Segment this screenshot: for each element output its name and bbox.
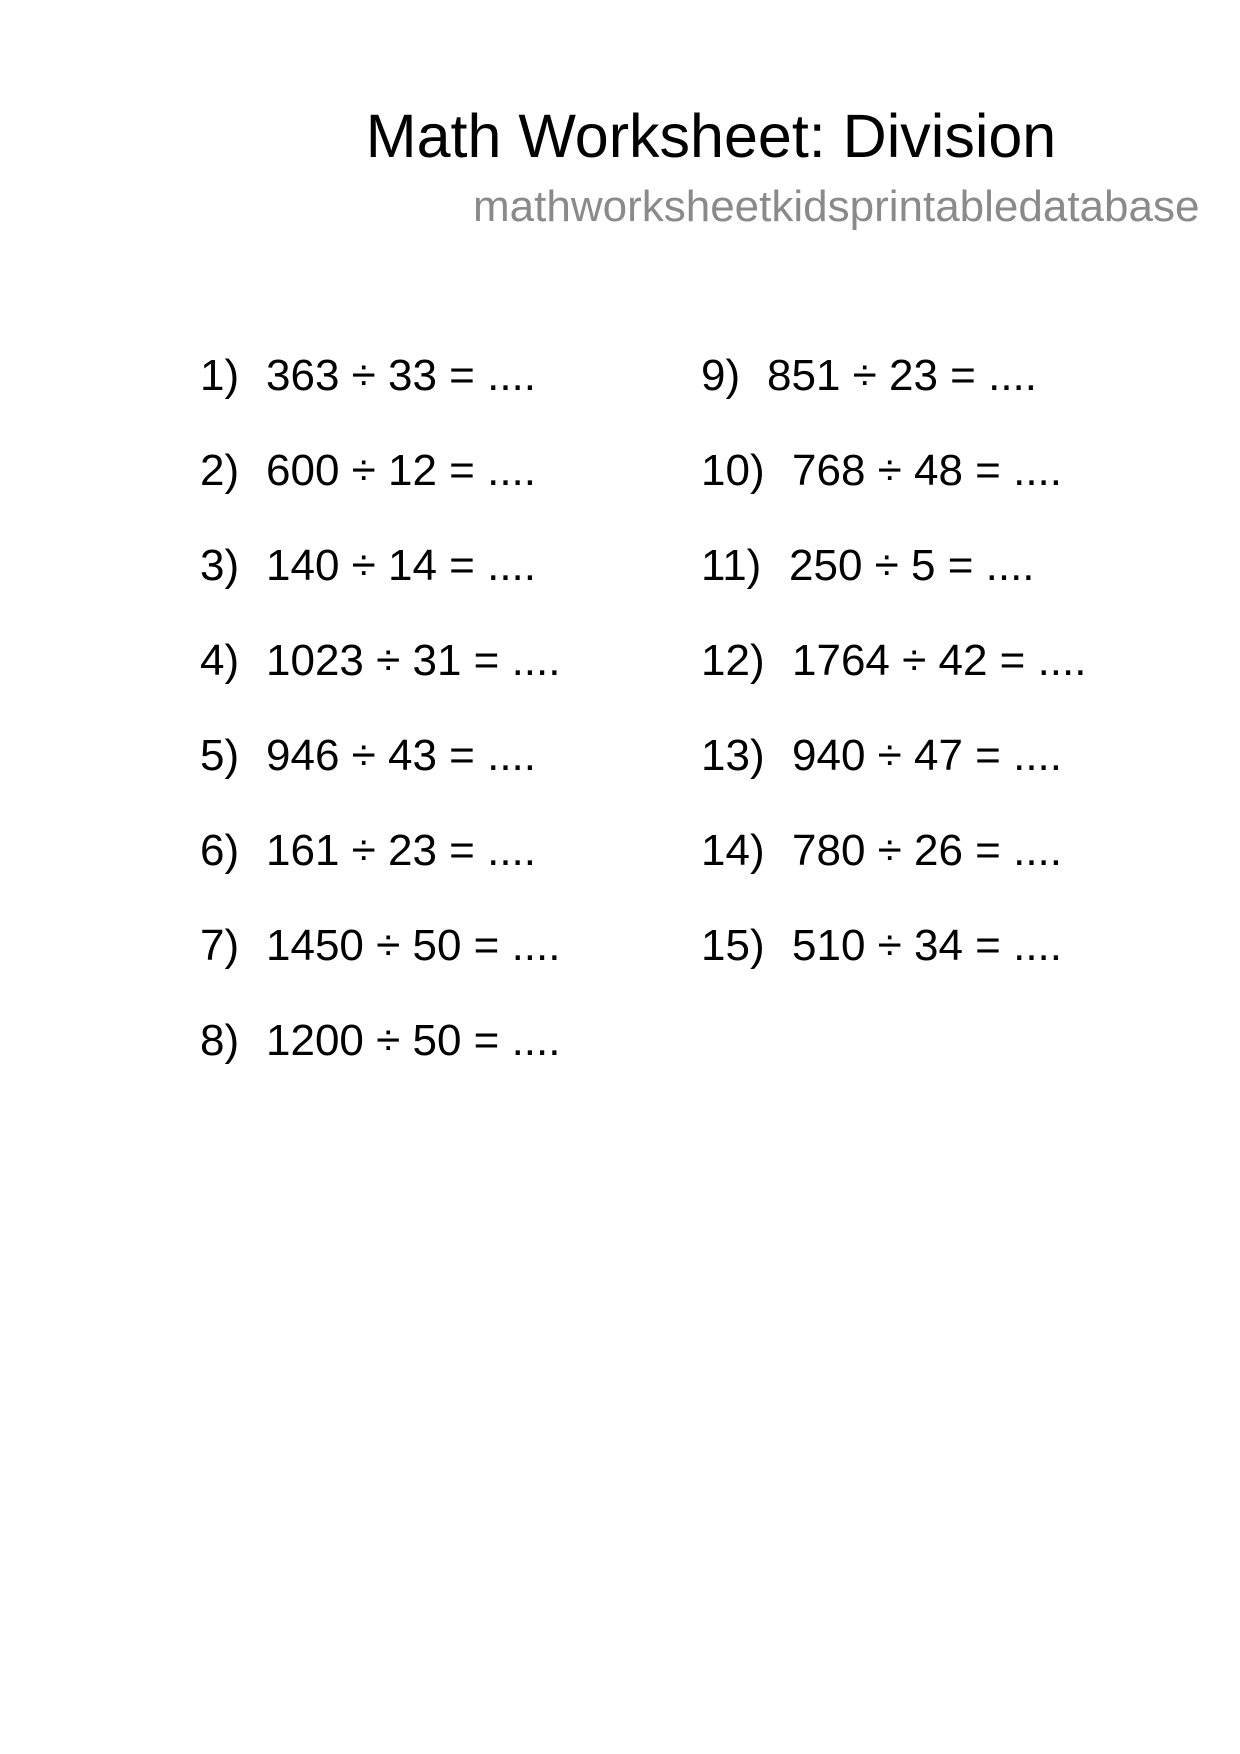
problem-number: 4) [200, 636, 240, 685]
problem-number: 2) [200, 446, 240, 495]
problem-item [701, 348, 1037, 404]
problem-expression: 1450 ÷ 50 = .... [266, 921, 561, 970]
problem-expression: 140 ÷ 14 = .... [266, 541, 536, 590]
problem-number: 7) [200, 921, 240, 970]
problem-expression: 1200 ÷ 50 = .... [266, 1016, 561, 1065]
problem-item [701, 918, 1062, 974]
problem-number: 1) [200, 351, 240, 400]
problem-expression: 946 ÷ 43 = .... [266, 731, 536, 780]
problem-number: 6) [200, 826, 240, 875]
problem-expression: 780 ÷ 26 = .... [792, 826, 1062, 875]
problem-item [200, 728, 536, 784]
problem-expression: 1023 ÷ 31 = .... [266, 636, 561, 685]
worksheet-subtitle: mathworksheetkidsprintabledatabase [473, 182, 1200, 231]
problem-number: 8) [200, 1016, 240, 1065]
problem-number: 11) [701, 541, 762, 590]
problem-expression: 250 ÷ 5 = .... [789, 541, 1035, 590]
problem-expression: 1764 ÷ 42 = .... [792, 636, 1087, 685]
problem-expression: 363 ÷ 33 = .... [266, 351, 536, 400]
problem-number: 15) [701, 921, 765, 970]
problem-item [200, 823, 536, 879]
problem-item [200, 538, 536, 594]
problem-item [701, 728, 1062, 784]
problem-expression: 510 ÷ 34 = .... [792, 921, 1062, 970]
problem-expression: 768 ÷ 48 = .... [792, 446, 1062, 495]
problem-expression: 161 ÷ 23 = .... [266, 826, 536, 875]
problem-item [200, 918, 560, 974]
problem-expression: 940 ÷ 47 = .... [792, 731, 1062, 780]
problem-number: 12) [701, 636, 765, 685]
problem-item [200, 1013, 560, 1069]
problem-item [200, 348, 536, 404]
problem-item [701, 443, 1062, 499]
problem-item [701, 823, 1062, 879]
problem-item [200, 443, 536, 499]
problem-expression: 851 ÷ 23 = .... [767, 351, 1037, 400]
problem-number: 5) [200, 731, 240, 780]
worksheet-title: Math Worksheet: Division [365, 102, 1057, 170]
problem-number: 14) [701, 826, 765, 875]
problem-item [701, 538, 1035, 594]
problem-number: 13) [701, 731, 765, 780]
problem-item [701, 633, 1086, 689]
problem-number: 10) [701, 446, 765, 495]
problem-number: 9) [701, 351, 741, 400]
problem-item [200, 633, 560, 689]
problem-expression: 600 ÷ 12 = .... [266, 446, 536, 495]
problem-number: 3) [200, 541, 240, 590]
